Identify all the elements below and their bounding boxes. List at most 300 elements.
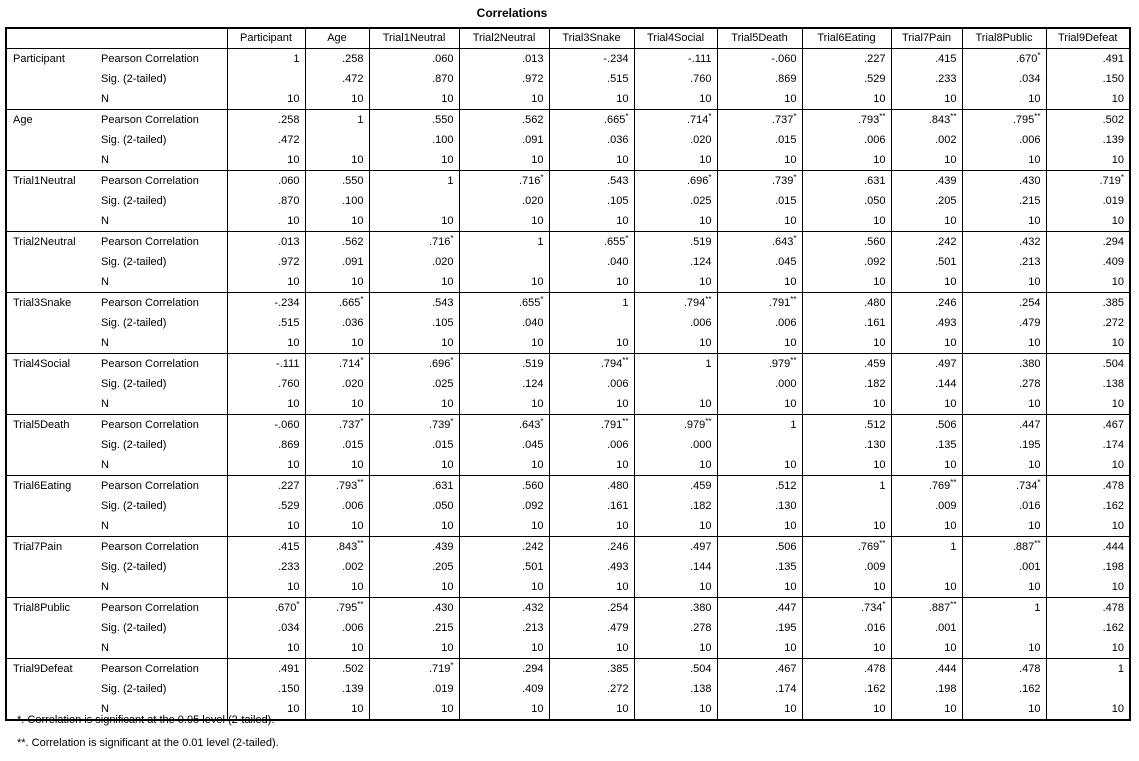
- pearson-correlation-cell: [717, 476, 802, 497]
- n-cell: 10: [962, 516, 1046, 537]
- table-row: [6, 516, 1130, 537]
- n-cell: 10: [227, 333, 305, 354]
- correlation-value: .795: [335, 602, 358, 614]
- significance-cell: .020: [634, 130, 717, 150]
- n-cell: 10: [634, 211, 717, 232]
- pearson-correlation-cell: [802, 232, 891, 253]
- table-row: [6, 476, 1130, 497]
- n-cell: 10: [305, 150, 369, 171]
- table-row: [6, 679, 1130, 699]
- significance-cell: .870: [369, 69, 459, 89]
- pearson-correlation-cell: [369, 171, 459, 192]
- correlation-value: .294: [522, 663, 544, 675]
- significance-cell: .006: [549, 435, 634, 455]
- pearson-correlation-cell: [802, 171, 891, 192]
- pearson-correlation-cell: [227, 476, 305, 497]
- correlation-value: .502: [1102, 114, 1124, 126]
- correlation-value: .502: [342, 663, 364, 675]
- pearson-correlation-cell: [369, 476, 459, 497]
- significance-cell: [549, 313, 634, 333]
- statistic-label: Sig. (2-tailed): [101, 378, 167, 390]
- pearson-correlation-cell: [227, 110, 305, 131]
- pearson-correlation-cell: [802, 293, 891, 314]
- significance-marker: **: [879, 539, 886, 549]
- pearson-correlation-cell: [459, 354, 549, 375]
- n-cell: 10: [459, 89, 549, 110]
- significance-cell: [717, 435, 802, 455]
- correlation-value: .060: [432, 53, 454, 65]
- significance-marker: **: [357, 600, 364, 610]
- n-cell: 10: [962, 150, 1046, 171]
- correlation-value: .430: [432, 602, 454, 614]
- significance-marker: *: [360, 417, 364, 427]
- correlation-value: .719: [428, 663, 451, 675]
- significance-cell: .205: [891, 191, 962, 211]
- n-cell: 10: [459, 211, 549, 232]
- n-cell: 10: [634, 699, 717, 720]
- pearson-correlation-cell: [1046, 171, 1130, 192]
- table-row: [6, 110, 1130, 131]
- n-cell: 10: [1046, 211, 1130, 232]
- statistic-label: N: [96, 577, 227, 598]
- significance-marker: *: [625, 234, 629, 244]
- pearson-correlation-cell: [962, 659, 1046, 680]
- n-cell: 10: [962, 638, 1046, 659]
- pearson-correlation-cell: [891, 232, 962, 253]
- correlation-value: .887: [1012, 541, 1035, 553]
- significance-cell: .529: [227, 496, 305, 516]
- significance-cell: [459, 252, 549, 272]
- row-variable-label: Trial6Eating: [6, 476, 96, 537]
- n-cell: 10: [549, 394, 634, 415]
- n-cell: 10: [634, 394, 717, 415]
- significance-marker: **: [950, 112, 957, 122]
- significance-cell: .025: [369, 374, 459, 394]
- correlation-value: .512: [864, 419, 886, 431]
- table-row: [6, 415, 1130, 436]
- correlation-value: .380: [1019, 358, 1041, 370]
- n-cell: 10: [1046, 394, 1130, 415]
- correlation-value: .519: [690, 236, 712, 248]
- correlation-value: .769: [928, 480, 951, 492]
- n-cell: 10: [962, 577, 1046, 598]
- n-cell: 10: [1046, 699, 1130, 720]
- table-row: [6, 252, 1130, 272]
- statistic-label: Pearson Correlation: [101, 53, 199, 65]
- correlation-value: .246: [607, 541, 629, 553]
- correlation-value: .504: [1102, 358, 1124, 370]
- significance-cell: .045: [717, 252, 802, 272]
- n-cell: 10: [369, 150, 459, 171]
- significance-cell: .139: [305, 679, 369, 699]
- statistic-label: Sig. (2-tailed): [101, 73, 167, 85]
- significance-cell: .272: [549, 679, 634, 699]
- table-row: [6, 49, 1130, 70]
- significance-cell: .001: [891, 618, 962, 638]
- pearson-correlation-cell: [369, 110, 459, 131]
- n-cell: 10: [459, 272, 549, 293]
- n-cell: 10: [305, 211, 369, 232]
- significance-cell: .162: [1046, 496, 1130, 516]
- pearson-correlation-cell: [549, 293, 634, 314]
- correlation-value: .439: [432, 541, 454, 553]
- significance-cell: .100: [369, 130, 459, 150]
- correlation-value: 1: [790, 419, 797, 431]
- significance-marker: **: [622, 356, 629, 366]
- pearson-correlation-cell: [962, 171, 1046, 192]
- pearson-correlation-cell: [227, 537, 305, 558]
- n-cell: 10: [802, 394, 891, 415]
- pearson-correlation-cell: [305, 537, 369, 558]
- statistic-label: Sig. (2-tailed): [101, 439, 167, 451]
- n-cell: 10: [459, 516, 549, 537]
- significance-marker: *: [540, 173, 544, 183]
- correlation-value: .794: [600, 358, 623, 370]
- significance-cell: .092: [459, 496, 549, 516]
- n-cell: 10: [305, 394, 369, 415]
- correlation-value: 1: [950, 541, 957, 553]
- pearson-correlation-cell: [634, 476, 717, 497]
- n-cell: 10: [802, 455, 891, 476]
- pearson-correlation-cell: [634, 293, 717, 314]
- n-cell: 10: [1046, 89, 1130, 110]
- significance-cell: .161: [549, 496, 634, 516]
- pearson-correlation-cell: [802, 415, 891, 436]
- correlation-value: .560: [864, 236, 886, 248]
- significance-cell: .016: [802, 618, 891, 638]
- significance-cell: .034: [962, 69, 1046, 89]
- table-row: [6, 455, 1130, 476]
- pearson-correlation-cell: [305, 110, 369, 131]
- significance-cell: .869: [227, 435, 305, 455]
- n-cell: 10: [891, 638, 962, 659]
- correlation-value: 1: [879, 480, 886, 492]
- pearson-correlation-cell: [549, 171, 634, 192]
- significance-cell: .972: [227, 252, 305, 272]
- pearson-correlation-cell: [962, 293, 1046, 314]
- correlation-value: .497: [690, 541, 712, 553]
- pearson-correlation-cell: [459, 49, 549, 70]
- significance-cell: .529: [802, 69, 891, 89]
- pearson-correlation-cell: [1046, 659, 1130, 680]
- significance-cell: .124: [634, 252, 717, 272]
- column-header: Trial1Neutral: [369, 28, 459, 49]
- n-cell: 10: [305, 272, 369, 293]
- correlation-value: .655: [603, 236, 626, 248]
- correlation-value: .670: [274, 602, 297, 614]
- significance-cell: .034: [227, 618, 305, 638]
- pearson-correlation-cell: [891, 476, 962, 497]
- significance-cell: .472: [305, 69, 369, 89]
- pearson-correlation-cell: [891, 293, 962, 314]
- significance-cell: .036: [305, 313, 369, 333]
- correlation-value: .478: [1102, 602, 1124, 614]
- significance-cell: .215: [962, 191, 1046, 211]
- pearson-correlation-cell: [802, 49, 891, 70]
- n-cell: 10: [227, 699, 305, 720]
- n-cell: 10: [549, 89, 634, 110]
- significance-cell: .182: [802, 374, 891, 394]
- table-row: [6, 191, 1130, 211]
- n-cell: 10: [1046, 272, 1130, 293]
- n-cell: 10: [459, 333, 549, 354]
- significance-cell: .162: [1046, 618, 1130, 638]
- pearson-correlation-cell: [717, 293, 802, 314]
- n-cell: 10: [369, 699, 459, 720]
- significance-marker: **: [705, 295, 712, 305]
- correlation-value: .562: [342, 236, 364, 248]
- n-cell: 10: [891, 272, 962, 293]
- n-cell: 10: [891, 150, 962, 171]
- n-cell: 10: [227, 577, 305, 598]
- correlation-value: 1: [622, 297, 629, 309]
- significance-marker: *: [708, 112, 712, 122]
- pearson-correlation-cell: [802, 659, 891, 680]
- pearson-correlation-cell: [459, 293, 549, 314]
- significance-cell: .091: [459, 130, 549, 150]
- significance-cell: .174: [717, 679, 802, 699]
- correlation-value: .734: [860, 602, 883, 614]
- correlation-value: .459: [864, 358, 886, 370]
- correlation-value: .769: [857, 541, 880, 553]
- n-cell: 10: [549, 455, 634, 476]
- n-cell: 10: [634, 455, 717, 476]
- n-cell: 10: [1046, 333, 1130, 354]
- table-row: [6, 89, 1130, 110]
- table-title: Correlations: [476, 6, 548, 20]
- statistic-label: Pearson Correlation: [101, 358, 199, 370]
- correlation-value: .562: [522, 114, 544, 126]
- pearson-correlation-cell: [305, 171, 369, 192]
- correlation-value: .543: [607, 175, 629, 187]
- significance-cell: .000: [634, 435, 717, 455]
- significance-cell: .195: [962, 435, 1046, 455]
- significance-cell: .472: [227, 130, 305, 150]
- n-cell: 10: [459, 455, 549, 476]
- significance-marker: **: [1034, 539, 1041, 549]
- table-row: [6, 211, 1130, 232]
- significance-cell: .205: [369, 557, 459, 577]
- significance-cell: .001: [962, 557, 1046, 577]
- pearson-correlation-cell: [717, 598, 802, 619]
- column-header: Trial6Eating: [802, 28, 891, 49]
- significance-cell: .091: [305, 252, 369, 272]
- n-cell: 10: [459, 394, 549, 415]
- pearson-correlation-cell: [369, 293, 459, 314]
- significance-cell: .501: [459, 557, 549, 577]
- significance-cell: .195: [717, 618, 802, 638]
- significance-cell: .124: [459, 374, 549, 394]
- correlation-value: 1: [293, 53, 300, 65]
- significance-cell: .015: [717, 130, 802, 150]
- pearson-correlation-cell: [549, 415, 634, 436]
- significance-cell: .972: [459, 69, 549, 89]
- correlation-value: 1: [357, 114, 364, 126]
- table-row: [6, 272, 1130, 293]
- table-row: [6, 313, 1130, 333]
- header-row: [6, 28, 1130, 49]
- statistic-label: Pearson Correlation: [101, 602, 199, 614]
- n-cell: 10: [717, 272, 802, 293]
- significance-cell: .036: [549, 130, 634, 150]
- pearson-correlation-cell: [227, 49, 305, 70]
- n-cell: 10: [549, 638, 634, 659]
- pearson-correlation-cell: [227, 171, 305, 192]
- pearson-correlation-cell: [891, 598, 962, 619]
- significance-cell: .233: [891, 69, 962, 89]
- correlation-value: .643: [771, 236, 794, 248]
- correlation-value: .655: [518, 297, 541, 309]
- significance-marker: **: [950, 600, 957, 610]
- significance-cell: .019: [1046, 191, 1130, 211]
- n-cell: 10: [549, 333, 634, 354]
- column-header: Trial4Social: [634, 28, 717, 49]
- significance-marker: *: [450, 356, 454, 366]
- n-cell: 10: [717, 211, 802, 232]
- significance-cell: .006: [305, 618, 369, 638]
- correlation-value: .543: [432, 297, 454, 309]
- statistic-label: Sig. (2-tailed): [101, 134, 167, 146]
- significance-marker: *: [625, 112, 629, 122]
- n-cell: 10: [369, 577, 459, 598]
- statistic-label: Sig. (2-tailed): [101, 561, 167, 573]
- header-corner: [6, 28, 96, 49]
- pearson-correlation-cell: [634, 49, 717, 70]
- n-cell: 10: [802, 150, 891, 171]
- significance-cell: .040: [549, 252, 634, 272]
- pearson-correlation-cell: [305, 49, 369, 70]
- correlation-value: .013: [522, 53, 544, 65]
- correlation-value: .432: [1019, 236, 1041, 248]
- n-cell: 10: [369, 638, 459, 659]
- column-header: Trial8Public: [962, 28, 1046, 49]
- pearson-correlation-cell: [227, 293, 305, 314]
- significance-cell: [227, 69, 305, 89]
- pearson-correlation-cell: [634, 110, 717, 131]
- correlation-value: 1: [447, 175, 454, 187]
- significance-cell: .479: [962, 313, 1046, 333]
- correlation-value: .444: [1102, 541, 1124, 553]
- significance-cell: [634, 374, 717, 394]
- pearson-correlation-cell: [717, 49, 802, 70]
- correlation-value: -.234: [274, 297, 300, 309]
- pearson-correlation-cell: [369, 659, 459, 680]
- column-header: Age: [305, 28, 369, 49]
- significance-marker: *: [793, 112, 797, 122]
- correlation-value: .447: [775, 602, 797, 614]
- n-cell: 10: [634, 272, 717, 293]
- n-cell: 10: [305, 699, 369, 720]
- correlation-value: .665: [603, 114, 626, 126]
- table-body: [6, 49, 1130, 721]
- table-row: [6, 232, 1130, 253]
- n-cell: 10: [962, 272, 1046, 293]
- n-cell: 10: [634, 577, 717, 598]
- significance-cell: .015: [369, 435, 459, 455]
- significance-cell: .006: [305, 496, 369, 516]
- table-row: [6, 293, 1130, 314]
- pearson-correlation-cell: [305, 293, 369, 314]
- significance-marker: *: [793, 234, 797, 244]
- significance-cell: .000: [717, 374, 802, 394]
- correlation-value: .439: [935, 175, 957, 187]
- n-cell: 10: [459, 577, 549, 598]
- significance-cell: .501: [891, 252, 962, 272]
- significance-cell: .760: [634, 69, 717, 89]
- row-variable-label: Trial4Social: [6, 354, 96, 415]
- significance-marker: **: [357, 539, 364, 549]
- pearson-correlation-cell: [891, 354, 962, 375]
- significance-cell: .233: [227, 557, 305, 577]
- significance-marker: *: [1120, 173, 1124, 183]
- table-row: [6, 618, 1130, 638]
- significance-marker: **: [950, 478, 957, 488]
- significance-cell: .182: [634, 496, 717, 516]
- n-cell: 10: [369, 211, 459, 232]
- correlation-value: .227: [278, 480, 300, 492]
- correlation-value: .737: [771, 114, 794, 126]
- significance-cell: .015: [305, 435, 369, 455]
- significance-cell: [305, 130, 369, 150]
- significance-cell: .050: [369, 496, 459, 516]
- significance-marker: **: [790, 295, 797, 305]
- significance-cell: .015: [717, 191, 802, 211]
- significance-cell: .138: [1046, 374, 1130, 394]
- n-cell: 10: [549, 577, 634, 598]
- statistic-label: Sig. (2-tailed): [101, 622, 167, 634]
- significance-marker: **: [357, 478, 364, 488]
- statistic-label: N: [96, 333, 227, 354]
- n-cell: 10: [891, 699, 962, 720]
- table-row: [6, 496, 1130, 516]
- pearson-correlation-cell: [549, 49, 634, 70]
- correlation-value: .254: [1019, 297, 1041, 309]
- significance-marker: *: [360, 295, 364, 305]
- n-cell: 10: [802, 638, 891, 659]
- column-header: Trial9Defeat: [1046, 28, 1130, 49]
- n-cell: 10: [717, 699, 802, 720]
- row-variable-label: Trial8Public: [6, 598, 96, 659]
- pearson-correlation-cell: [459, 598, 549, 619]
- n-cell: 10: [227, 150, 305, 171]
- pearson-correlation-cell: [305, 659, 369, 680]
- pearson-correlation-cell: [459, 659, 549, 680]
- pearson-correlation-cell: [369, 598, 459, 619]
- correlation-value: .979: [768, 358, 791, 370]
- correlation-value: .447: [1019, 419, 1041, 431]
- n-cell: 10: [634, 516, 717, 537]
- significance-cell: .198: [891, 679, 962, 699]
- n-cell: 10: [369, 455, 459, 476]
- correlation-value: -.060: [274, 419, 300, 431]
- correlation-value: .714: [338, 358, 361, 370]
- n-cell: 10: [891, 211, 962, 232]
- pearson-correlation-cell: [459, 110, 549, 131]
- n-cell: 10: [717, 394, 802, 415]
- significance-marker: *: [1037, 51, 1041, 61]
- table-row: [6, 638, 1130, 659]
- n-cell: 10: [459, 638, 549, 659]
- significance-cell: .174: [1046, 435, 1130, 455]
- significance-cell: .020: [369, 252, 459, 272]
- table-row: [6, 557, 1130, 577]
- table-row: [6, 598, 1130, 619]
- correlation-value: .791: [768, 297, 791, 309]
- table-row: [6, 354, 1130, 375]
- significance-marker: *: [450, 417, 454, 427]
- significance-cell: [1046, 679, 1130, 699]
- correlation-value: .793: [335, 480, 358, 492]
